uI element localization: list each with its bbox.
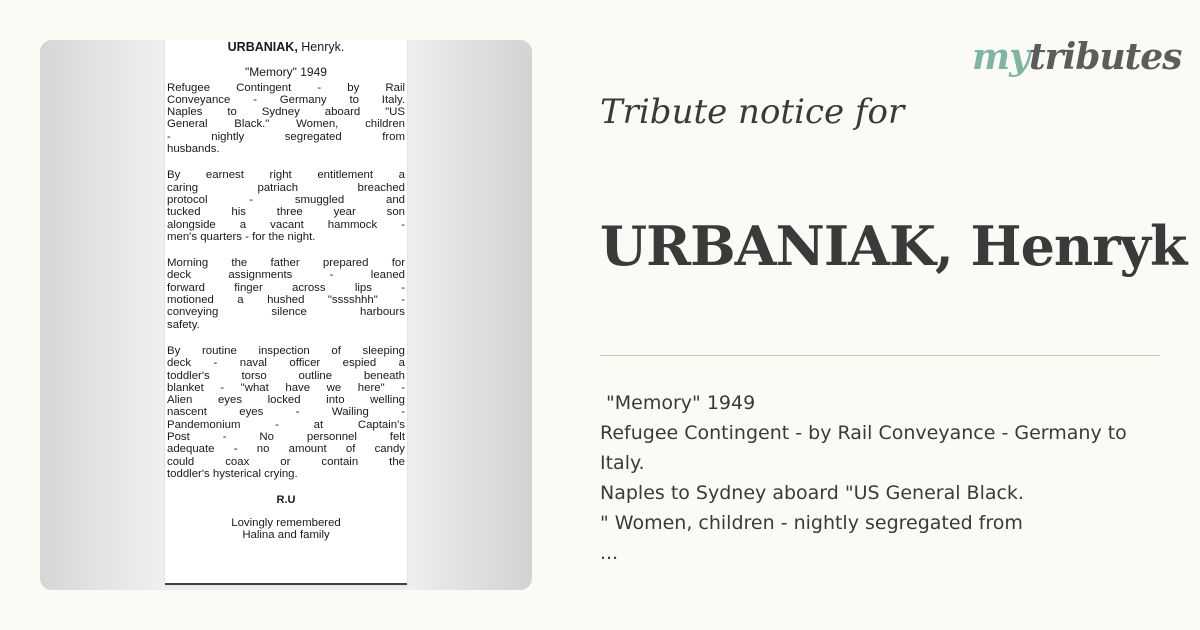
clipping-line: nascent eyes - Wailing - bbox=[167, 406, 405, 419]
tribute-label: Tribute notice for bbox=[600, 92, 905, 132]
excerpt-line: " Women, children - nightly segregated from bbox=[600, 512, 1023, 534]
clipping-line: Conveyance - Germany to Italy. bbox=[167, 93, 405, 106]
clipping-line: - nightly segregated from bbox=[167, 130, 405, 143]
clipping-paragraph bbox=[167, 257, 405, 331]
clipping-line: Pandemonium - at Captain's bbox=[167, 418, 405, 431]
clipping-line: toddler's hysterical crying. bbox=[167, 467, 298, 480]
clipping-body bbox=[167, 82, 405, 481]
clipping-surname: URBANIAK, bbox=[227, 40, 298, 54]
clipping-name bbox=[167, 41, 405, 53]
clipping-heading: "Memory" 1949 bbox=[245, 65, 327, 80]
person-name: URBANIAK, Henryk bbox=[600, 214, 1187, 278]
clipping-line: deck assignments - leaned bbox=[167, 269, 405, 282]
clipping-signoff bbox=[167, 517, 405, 542]
clipping-line: forward finger across lips - bbox=[167, 281, 405, 294]
clipping-line: Refugee Contingent - by Rail bbox=[167, 81, 405, 94]
clipping-line: Post - No personnel felt bbox=[167, 431, 405, 444]
clipping-paragraph bbox=[167, 345, 405, 480]
excerpt-line: "Memory" 1949 bbox=[600, 392, 756, 414]
logo-suffix: tributes bbox=[1029, 36, 1182, 78]
clipping-paragraph bbox=[167, 82, 405, 156]
clipping-line: Morning the father prepared for bbox=[167, 257, 405, 270]
clipping-line: By routine inspection of sleeping bbox=[167, 344, 405, 357]
clipping-line: husbands. bbox=[167, 143, 220, 156]
clipping-signoff-line-1: Lovingly remembered bbox=[231, 516, 341, 529]
excerpt-ellipsis: ... bbox=[600, 542, 619, 564]
image-blur-left bbox=[40, 40, 165, 590]
clipping-paragraph bbox=[167, 169, 405, 243]
clipping-line: caring patriach breached bbox=[167, 181, 405, 194]
clipping-given-name: Henryk. bbox=[297, 40, 345, 54]
excerpt-line: Italy. bbox=[600, 452, 645, 474]
notice-image bbox=[40, 40, 532, 590]
mytributes-logo[interactable] bbox=[972, 36, 1181, 78]
clipping-line: Naples to Sydney aboard "US bbox=[167, 106, 405, 119]
clipping-line: deck - naval officer espied a bbox=[167, 357, 405, 370]
clipping-line: safety. bbox=[167, 318, 200, 331]
clipping-line: By earnest right entitlement a bbox=[167, 169, 405, 182]
excerpt-line: Naples to Sydney aboard "US General Black. bbox=[600, 482, 1024, 504]
clipping-signoff-line-2: Halina and family bbox=[242, 528, 330, 541]
clipping-line: tucked his three year son bbox=[167, 206, 405, 219]
image-blur-right bbox=[407, 40, 532, 590]
clipping-line: men's quarters - for the night. bbox=[167, 230, 316, 243]
clipping-line: motioned a hushed "sssshhh" - bbox=[167, 294, 405, 307]
notice-excerpt bbox=[600, 388, 1170, 568]
clipping-line: protocol - smuggled and bbox=[167, 193, 405, 206]
clipping-bottom-rule bbox=[165, 583, 407, 585]
clipping-line: could coax or contain the bbox=[167, 455, 405, 468]
clipping-line: adequate - no amount of candy bbox=[167, 443, 405, 456]
newspaper-clipping bbox=[165, 40, 407, 585]
divider bbox=[600, 355, 1160, 356]
clipping-line: blanket - "what have we here" - bbox=[167, 381, 405, 394]
clipping-line: Alien eyes locked into welling bbox=[167, 394, 405, 407]
clipping-line: General Black." Women, children bbox=[167, 118, 405, 131]
clipping-initials: R.U bbox=[276, 494, 296, 507]
clipping-line: toddler's torso outline beneath bbox=[167, 369, 405, 382]
clipping-line: conveying silence harbours bbox=[167, 306, 405, 319]
excerpt-line: Refugee Contingent - by Rail Conveyance - Germany to bbox=[600, 422, 1127, 444]
logo-prefix: my bbox=[972, 36, 1030, 78]
clipping-line: alongside a vacant hammock - bbox=[167, 218, 405, 231]
